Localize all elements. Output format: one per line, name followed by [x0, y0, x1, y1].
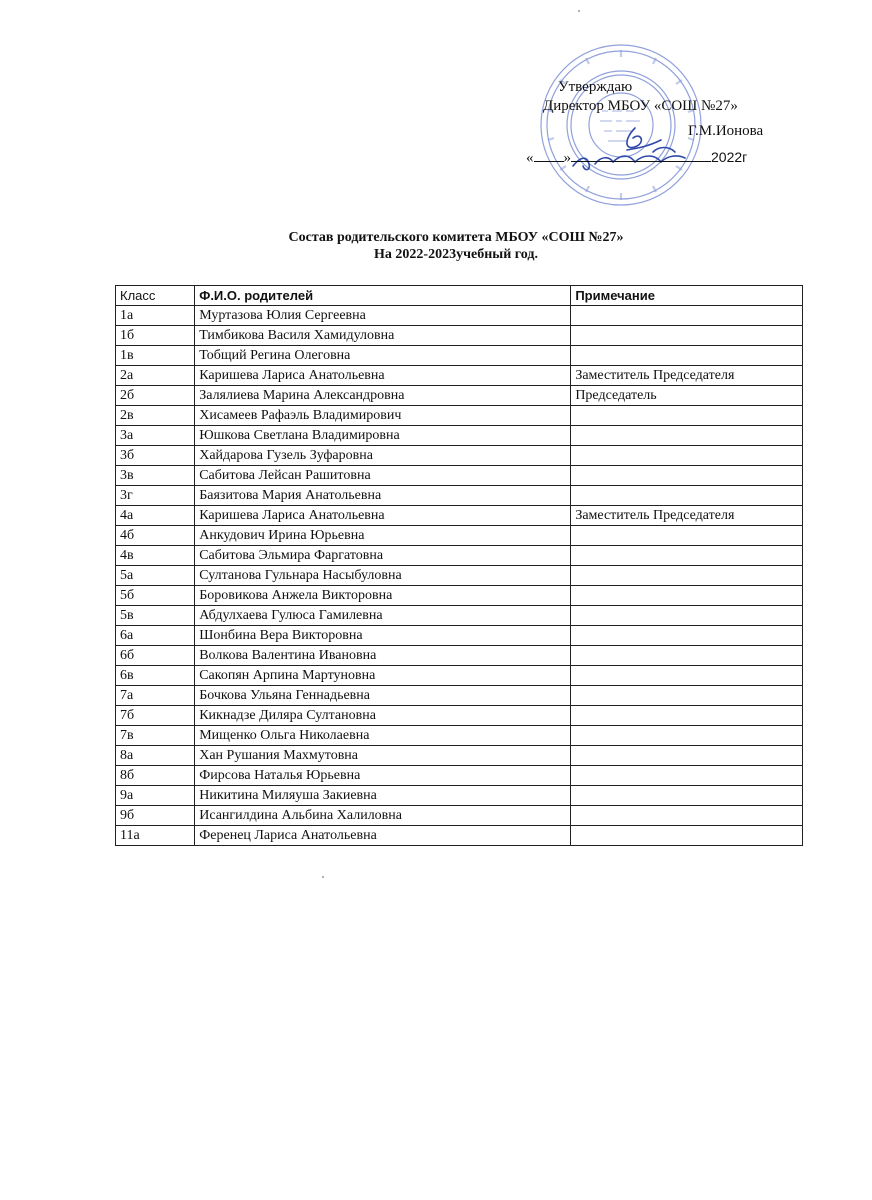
cell-note: [571, 646, 803, 666]
title-line-1: Состав родительского комитета МБОУ «СОШ №27»: [288, 230, 624, 245]
cell-class: 1б: [116, 326, 195, 346]
cell-parent-name: Хайдарова Гузель Зуфаровна: [195, 446, 571, 466]
header-parents: Ф.И.О. родителей: [195, 286, 571, 306]
cell-parent-name: Залялиева Марина Александровна: [195, 386, 571, 406]
cell-note: [571, 786, 803, 806]
cell-class: 6в: [116, 666, 195, 686]
cell-class: 9а: [116, 786, 195, 806]
cell-parent-name: Волкова Валентина Ивановна: [195, 646, 571, 666]
cell-note: [571, 686, 803, 706]
table-row: [116, 706, 803, 726]
cell-parent-name: Никитина Миляуша Закиевна: [195, 786, 571, 806]
cell-note: [571, 306, 803, 326]
table-row: [116, 566, 803, 586]
cell-class: 8а: [116, 746, 195, 766]
cell-class: 9б: [116, 806, 195, 826]
cell-class: 5а: [116, 566, 195, 586]
cell-parent-name: Султанова Гульнара Насыбуловна: [195, 566, 571, 586]
cell-note: Заместитель Председателя: [571, 506, 803, 526]
cell-parent-name: Тимбикова Василя Хамидуловна: [195, 326, 571, 346]
cell-parent-name: Мищенко Ольга Николаевна: [195, 726, 571, 746]
cell-note: [571, 526, 803, 546]
cell-note: Заместитель Председателя: [571, 366, 803, 386]
table-row: [116, 346, 803, 366]
cell-parent-name: Боровикова Анжела Викторовна: [195, 586, 571, 606]
table-body: [116, 306, 803, 846]
cell-class: 3г: [116, 486, 195, 506]
cell-class: 1а: [116, 306, 195, 326]
cell-parent-name: Каришева Лариса Анатольевна: [195, 506, 571, 526]
cell-note: [571, 546, 803, 566]
cell-note: [571, 406, 803, 426]
cell-parent-name: Юшкова Светлана Владимировна: [195, 426, 571, 446]
approval-block: [520, 78, 820, 178]
approval-date-line: [526, 146, 747, 168]
table-row: [116, 606, 803, 626]
table-row: [116, 666, 803, 686]
table-row: [116, 806, 803, 826]
cell-note: [571, 706, 803, 726]
date-close-quote: »: [563, 150, 571, 166]
cell-note: [571, 326, 803, 346]
cell-class: 3а: [116, 426, 195, 446]
table-row: [116, 686, 803, 706]
approver-name: Г.М.Ионова: [688, 123, 764, 139]
cell-class: 1в: [116, 346, 195, 366]
table-row: [116, 646, 803, 666]
cell-note: [571, 346, 803, 366]
table-row: [116, 506, 803, 526]
cell-note: [571, 586, 803, 606]
cell-parent-name: Сабитова Эльмира Фаргатовна: [195, 546, 571, 566]
cell-class: 4а: [116, 506, 195, 526]
table-row: [116, 306, 803, 326]
cell-note: [571, 806, 803, 826]
cell-class: 6а: [116, 626, 195, 646]
cell-parent-name: Фирсова Наталья Юрьевна: [195, 766, 571, 786]
cell-class: 8б: [116, 766, 195, 786]
cell-class: 7а: [116, 686, 195, 706]
table-row: [116, 786, 803, 806]
cell-note: [571, 766, 803, 786]
cell-note: [571, 566, 803, 586]
scan-speck: [578, 10, 580, 12]
table-row: [116, 326, 803, 346]
table-row: [116, 626, 803, 646]
cell-parent-name: Хан Рушания Махмутовна: [195, 746, 571, 766]
day-blank: [534, 146, 564, 162]
scan-speck: [322, 876, 324, 878]
cell-class: 2б: [116, 386, 195, 406]
table-row: [116, 746, 803, 766]
cell-note: [571, 746, 803, 766]
table-row: [116, 766, 803, 786]
cell-parent-name: Анкудович Ирина Юрьевна: [195, 526, 571, 546]
approval-year: 2022г: [711, 149, 748, 165]
cell-note: [571, 466, 803, 486]
cell-note: Председатель: [571, 386, 803, 406]
cell-note: [571, 486, 803, 506]
cell-parent-name: Кикнадзе Диляра Султановна: [195, 706, 571, 726]
cell-parent-name: Тобщий Регина Олеговна: [195, 346, 571, 366]
cell-parent-name: Баязитова Мария Анатольевна: [195, 486, 571, 506]
date-open-quote: «: [526, 150, 534, 166]
cell-class: 2в: [116, 406, 195, 426]
table-row: [116, 426, 803, 446]
cell-parent-name: Сабитова Лейсан Рашитовна: [195, 466, 571, 486]
table-row: [116, 726, 803, 746]
table-row: [116, 406, 803, 426]
cell-parent-name: Сакопян Арпина Мартуновна: [195, 666, 571, 686]
table-row: [116, 486, 803, 506]
table-row: [116, 466, 803, 486]
cell-parent-name: Ференец Лариса Анатольевна: [195, 826, 571, 846]
parent-committee-table: [115, 285, 803, 846]
cell-note: [571, 426, 803, 446]
cell-class: 4в: [116, 546, 195, 566]
table-row: [116, 586, 803, 606]
table-row: [116, 386, 803, 406]
header-class: Класс: [116, 286, 195, 306]
cell-parent-name: Муртазова Юлия Сергеевна: [195, 306, 571, 326]
cell-parent-name: Абдулхаева Гулюса Гамилевна: [195, 606, 571, 626]
cell-class: 3б: [116, 446, 195, 466]
table-header-row: [116, 286, 803, 306]
cell-parent-name: Каришева Лариса Анатольевна: [195, 366, 571, 386]
cell-class: 5в: [116, 606, 195, 626]
cell-note: [571, 726, 803, 746]
cell-note: [571, 446, 803, 466]
cell-class: 11а: [116, 826, 195, 846]
cell-class: 7в: [116, 726, 195, 746]
cell-class: 7б: [116, 706, 195, 726]
table-row: [116, 526, 803, 546]
month-blank: [571, 146, 711, 162]
table-row: [116, 826, 803, 846]
cell-parent-name: Шонбина Вера Викторовна: [195, 626, 571, 646]
cell-parent-name: Бочкова Ульяна Геннадьевна: [195, 686, 571, 706]
cell-class: 2а: [116, 366, 195, 386]
header-note: Примечание: [571, 286, 803, 306]
cell-note: [571, 626, 803, 646]
cell-class: 6б: [116, 646, 195, 666]
table-row: [116, 446, 803, 466]
approver-position: Директор МБОУ «СОШ №27»: [543, 98, 738, 114]
document-title: [0, 229, 872, 263]
cell-parent-name: Исангилдина Альбина Халиловна: [195, 806, 571, 826]
cell-class: 3в: [116, 466, 195, 486]
cell-class: 5б: [116, 586, 195, 606]
table-row: [116, 546, 803, 566]
cell-note: [571, 826, 803, 846]
cell-class: 4б: [116, 526, 195, 546]
cell-note: [571, 666, 803, 686]
cell-parent-name: Хисамеев Рафаэль Владимирович: [195, 406, 571, 426]
title-line-2: На 2022-2023учебный год.: [374, 247, 538, 262]
table-row: [116, 366, 803, 386]
cell-note: [571, 606, 803, 626]
approval-heading: Утверждаю: [558, 79, 633, 95]
